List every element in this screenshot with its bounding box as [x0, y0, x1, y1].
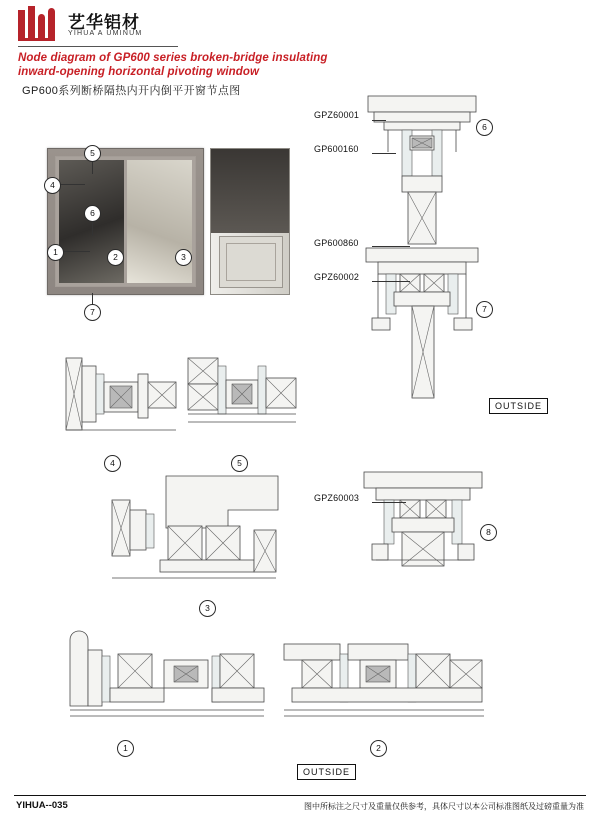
brand-name-en: YIHUA A UMINUM [68, 30, 143, 37]
brand-name-cn: 艺华铝材 [68, 13, 140, 32]
profile-product-photo [210, 148, 290, 295]
outside-tag-right: OUTSIDE [489, 398, 548, 414]
leader-line [59, 184, 85, 185]
footer-divider [14, 795, 586, 796]
callout-4: 4 [44, 177, 61, 194]
brand-logo [18, 6, 178, 48]
part-code-gp600160: GP600160 [314, 144, 359, 154]
leader-line [372, 246, 410, 247]
leader-line [92, 220, 93, 236]
page-title-en-line1: Node diagram of GP600 series broken-bridge insulating [18, 52, 328, 64]
footer-note: 图中所标注之尺寸及重量仅供参考，具体尺寸以本公司标准图纸及过磅重量为准 [304, 802, 584, 811]
section-label-1: 1 [117, 740, 134, 757]
callout-5: 5 [84, 145, 101, 162]
leader-line [62, 251, 90, 252]
section-label-2: 2 [370, 740, 387, 757]
section-detail-2 [278, 620, 490, 730]
page-title-en-line2: inward-opening horizontal pivoting window [18, 65, 260, 78]
part-code-gpz60002: GPZ60002 [314, 272, 360, 282]
part-code-gpz60001: GPZ60001 [314, 110, 360, 120]
callout-3: 3 [175, 249, 192, 266]
yihua-logo-icon [18, 6, 62, 40]
leader-line [372, 120, 386, 121]
callout-1: 1 [47, 244, 64, 261]
page-title-en [18, 52, 348, 79]
page-code: YIHUA--035 [16, 800, 68, 811]
section-detail-5 [182, 352, 302, 444]
callout-7: 7 [84, 304, 101, 321]
page-title-cn: GP600系列断桥隔热内开内倒平开窗节点图 [22, 85, 241, 97]
leader-line [372, 502, 406, 503]
section-assembly-right [358, 92, 488, 582]
section-label-3: 3 [199, 600, 216, 617]
section-detail-1 [62, 620, 272, 730]
outside-tag-bottom: OUTSIDE [297, 764, 356, 780]
section-label-8: 8 [480, 524, 497, 541]
logo-divider [18, 46, 178, 47]
callout-6: 6 [84, 205, 101, 222]
part-code-gpz60003: GPZ60003 [314, 493, 360, 503]
section-detail-3 [108, 470, 288, 588]
section-label-5: 5 [231, 455, 248, 472]
leader-line [372, 153, 396, 154]
section-label-6: 6 [476, 119, 493, 136]
section-label-4: 4 [104, 455, 121, 472]
section-detail-4 [62, 352, 180, 444]
leader-line [372, 281, 410, 282]
callout-2: 2 [107, 249, 124, 266]
part-code-gp600860: GP600860 [314, 238, 359, 248]
section-label-7: 7 [476, 301, 493, 318]
window-product-photo [47, 148, 204, 295]
